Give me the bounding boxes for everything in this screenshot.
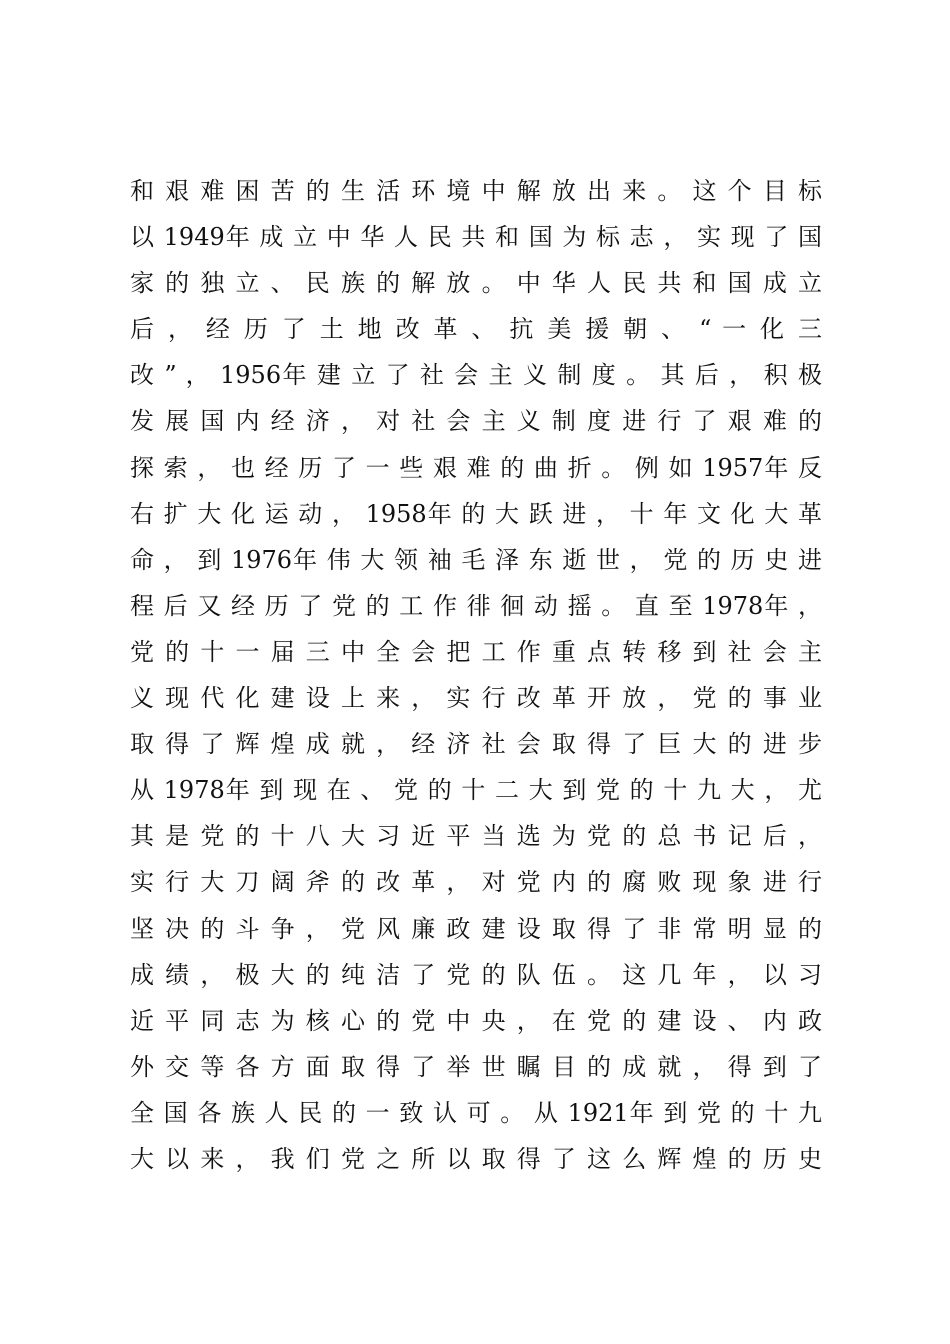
text-line-16: 实 行 大 刀 阔 斧 的 改 革 ， 对 党 内 的 腐 败 现 象 进 行	[130, 868, 822, 897]
text-line-9: 命 ， 到 1976年 伟 大 领 袖 毛 泽 东 逝 世 ， 党 的 历 史 进	[130, 545, 822, 574]
text-line-1: 和 艰 难 困 苦 的 生 活 环 境 中 解 放 出 来 。 这 个 目 标	[130, 177, 822, 205]
text-line-17: 坚 决 的 斗 争 ， 党 风 廉 政 建 设 取 得 了 非 常 明 显 的	[130, 914, 822, 943]
text-line-22: 大 以 来 ， 我 们 党 之 所 以 取 得 了 这 么 辉 煌 的 历 史	[130, 1144, 822, 1173]
text-line-2: 以 1949年 成 立 中 华 人 民 共 和 国 为 标 志 ， 实 现 了 国	[130, 223, 822, 252]
body-paragraph	[130, 168, 822, 1182]
text-line-12: 义 现 代 化 建 设 上 来 ， 实 行 改 革 开 放 ， 党 的 事 业	[130, 684, 822, 713]
text-line-15: 其 是 党 的 十 八 大 习 近 平 当 选 为 党 的 总 书 记 后 ，	[130, 822, 822, 851]
text-line-20: 外 交 等 各 方 面 取 得 了 举 世 瞩 目 的 成 就 ， 得 到 了	[130, 1052, 822, 1081]
text-line-4: 后 ， 经 历 了 土 地 改 革 、 抗 美 援 朝 、 “ 一 化 三	[130, 315, 822, 344]
text-line-21: 全 国 各 族 人 民 的 一 致 认 可 。 从 1921年 到 党 的 十 九	[130, 1098, 822, 1127]
text-line-13: 取 得 了 辉 煌 成 就 ， 经 济 社 会 取 得 了 巨 大 的 进 步	[130, 730, 822, 759]
text-line-7: 探 索 ， 也 经 历 了 一 些 艰 难 的 曲 折 。 例 如 1957年 反	[130, 453, 822, 482]
text-line-3: 家 的 独 立 、 民 族 的 解 放 。 中 华 人 民 共 和 国 成 立	[130, 269, 822, 298]
text-line-8: 右 扩 大 化 运 动 ， 1958年 的 大 跃 进 ， 十 年 文 化 大 革	[130, 499, 822, 528]
text-line-10: 程 后 又 经 历 了 党 的 工 作 徘 徊 动 摇 。 直 至 1978年 ，	[130, 591, 822, 620]
text-line-18: 成 绩 ， 极 大 的 纯 洁 了 党 的 队 伍 。 这 几 年 ， 以 习	[130, 960, 822, 989]
text-line-11: 党 的 十 一 届 三 中 全 会 把 工 作 重 点 转 移 到 社 会 主	[130, 637, 822, 666]
text-line-5: 改 ” ， 1956年 建 立 了 社 会 主 义 制 度 。 其 后 ， 积 极	[130, 361, 822, 390]
text-line-6: 发 展 国 内 经 济 ， 对 社 会 主 义 制 度 进 行 了 艰 难 的	[130, 407, 822, 436]
text-line-19: 近 平 同 志 为 核 心 的 党 中 央 ， 在 党 的 建 设 、 内 政	[130, 1006, 822, 1035]
text-line-14: 从 1978年 到 现 在 、 党 的 十 二 大 到 党 的 十 九 大 ， 尤	[130, 776, 822, 805]
